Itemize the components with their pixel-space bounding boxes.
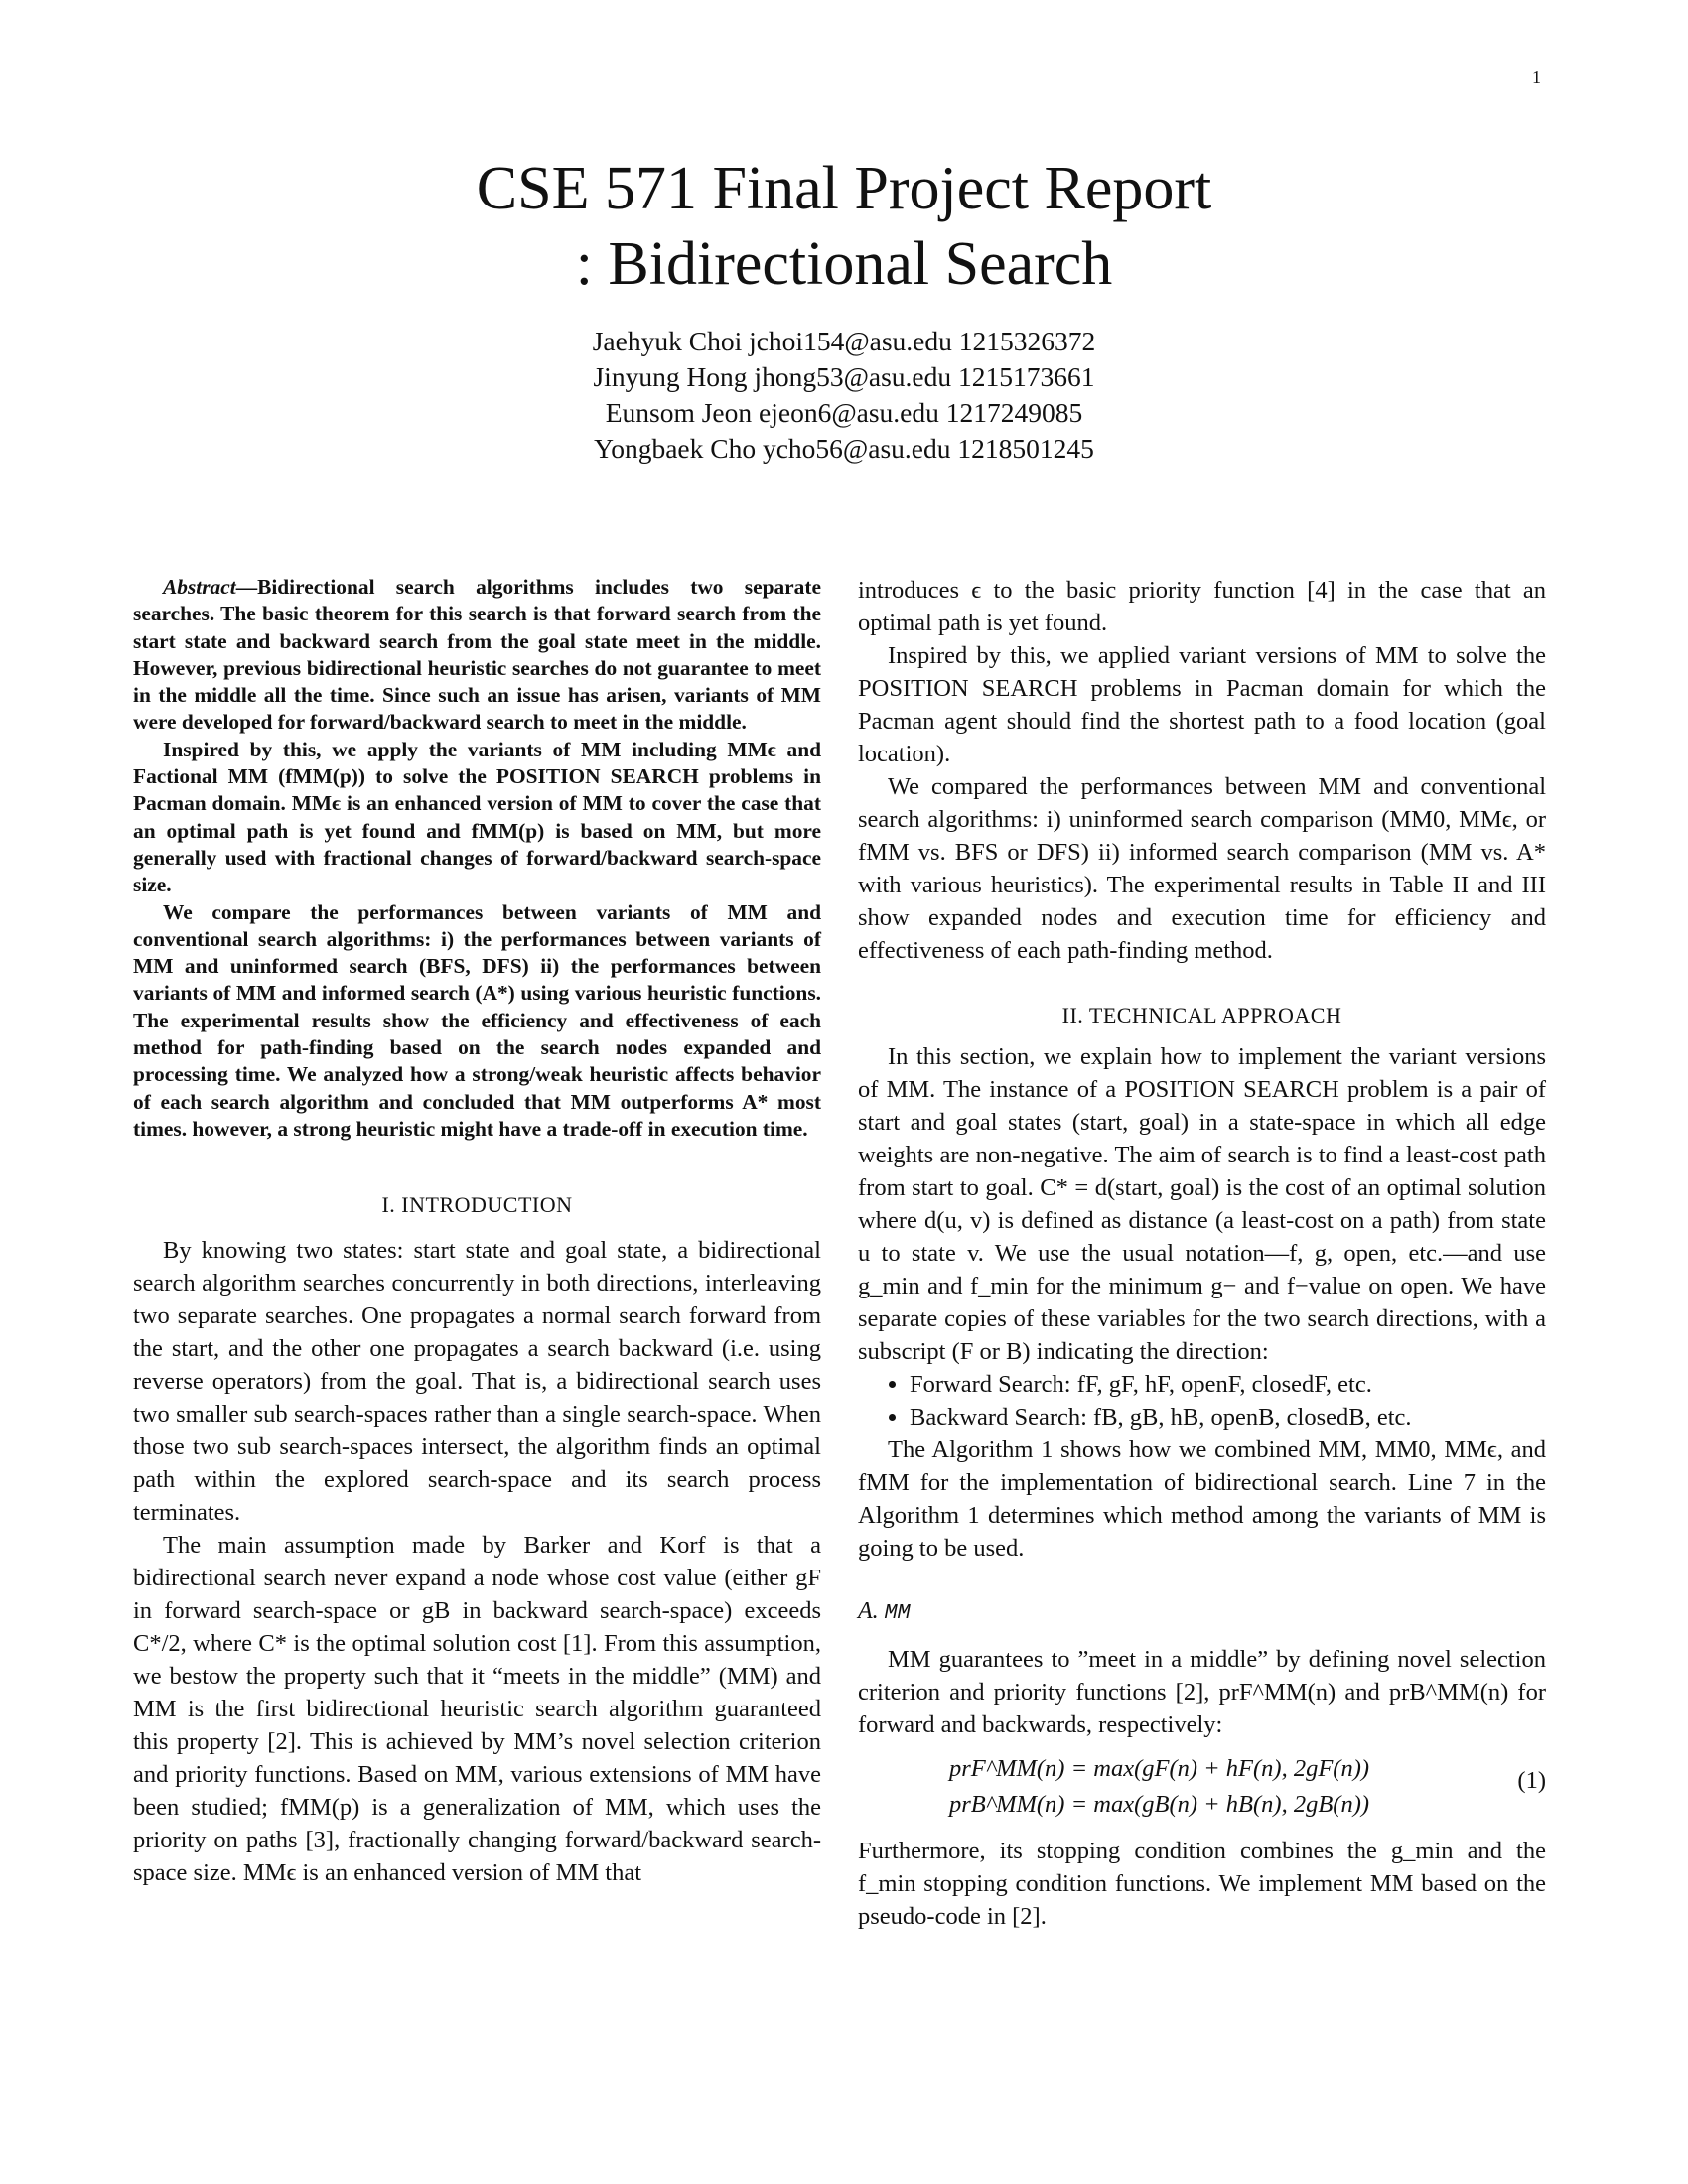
right-column [858, 574, 1546, 1933]
author-list [0, 324, 1688, 467]
abstract-paragraph-3: We compare the performances between variants of MM and conventional search algorithms: i) the performances between variants of MM and uninformed search (BFS, DFS) ii) the performances between variants of MM and informed search (A*) using various heuristic functions. The experimental results show the efficiency and effectiveness of each method for path-finding based on the search nodes expanded and processing time. We analyzed how a strong/weak heuristic affects behavior of each search algorithm and concluded that MM outperforms A* most times. however, a strong heuristic might have a trade-off in execution time. [133, 899, 821, 1141]
author-1: Jaehyuk Choi jchoi154@asu.edu 1215326372 [592, 326, 1096, 356]
intro-paragraph-3: introduces ϵ to the basic priority function [4] in the case that an optimal path is yet found. [858, 577, 1546, 636]
technical-approach-body [858, 1040, 1546, 1368]
mm-body [858, 1643, 1546, 1741]
title-line-2: : Bidirectional Search [575, 230, 1113, 298]
title-line-1: CSE 571 Final Project Report [476, 155, 1212, 222]
intro-paragraph-5: We compared the performances between MM and conventional search algorithms: i) uninformed search comparison (MM0, MMϵ, or fMM vs. BFS or DFS) ii) informed search comparison (MM vs. A* with various heuristics). The experimental results in Table II and III show expanded nodes and execution time for efficiency and effectiveness of each path-finding method. [858, 773, 1546, 964]
list-item: • Backward Search: fB, gB, hB, openB, closedB, etc. [910, 1401, 1546, 1433]
author-3: Eunsom Jeon ejeon6@asu.edu 1217249085 [605, 397, 1083, 428]
abstract-label: Abstract [163, 575, 236, 599]
section-heading-introduction: I. INTRODUCTION [381, 1192, 573, 1218]
equation-number: (1) [1517, 1767, 1546, 1794]
subsection-label: A. [858, 1598, 879, 1624]
abstract-paragraph-2: Inspired by this, we apply the variants of MM including MMϵ and Factional MM (fMM(p)) to solve the POSITION SEARCH problems in Pacman domain. MMϵ is an enhanced version of MM to cover the case that an optimal path is yet found and fMM(p) is based on MM, but more generally used with fractional changes of forward/backward search-space size. [133, 737, 821, 897]
introduction-body [133, 1234, 821, 1889]
subsection-heading-mm [858, 1598, 1546, 1625]
list-item: • Forward Search: fF, gF, hF, openF, closedF, etc. [910, 1368, 1546, 1401]
subsection-title: MM [884, 1601, 911, 1625]
equation-1 [858, 1747, 1546, 1829]
abstract-text-1: —Bidirectional search algorithms includes two separate searches. The basic theorem for this search is that forward search from the start state and backward search from the goal state meet in the middle. However, previous bidirectional heuristic searches do not guarantee to meet in the middle all the time. Since such an issue has arisen, variants of MM were developed for forward/backward search to meet in the middle. [133, 575, 821, 735]
equation-line-backward: prB^MM(n) = max(gB(n) + hB(n), 2gB(n)) [949, 1791, 1370, 1818]
mm-paragraph-1: MM guarantees to ”meet in a middle” by defining novel selection criterion and priority functions [2], prF^MM(n) and prB^MM(n) for forward and backwards, respectively: [858, 1646, 1546, 1738]
mm-body-2 [858, 1835, 1546, 1933]
tech-paragraph-1: In this section, we explain how to implement the variant versions of MM. The instance of a POSITION SEARCH problem is a pair of start and goal states (start, goal) in a state-space in which all edge weights are non-negative. The aim of search is to find a least-cost path from start to goal. C* = d(start, goal) is the cost of an optimal solution where d(u, v) is defined as distance (a least-cost on a path) from state u to state v. We use the usual notation—f, g, open, etc.—and use g_min and f_min for the minimum g− and f−value on open. We have separate copies of these variables for the two search directions, with a subscript (F or B) indicating the direction: [858, 1043, 1546, 1365]
section-heading-technical-approach: II. TECHNICAL APPROACH [1061, 1003, 1342, 1027]
intro-paragraph-1: By knowing two states: start state and goal state, a bidirectional search algorithm searches concurrently in both directions, interleaving two separate searches. One propagates a normal search forward from the start, and the other one propagates a search backward (i.e. using reverse operators) from the goal. That is, a bidirectional search uses two smaller sub search-spaces rather than a single search-space. When those two sub search-spaces intersect, the algorithm finds an optimal path within the explored search-space and its search process terminates. [133, 1237, 821, 1527]
page-number: 1 [1532, 68, 1541, 87]
abstract [133, 574, 821, 1143]
equation-line-forward: prF^MM(n) = max(gF(n) + hF(n), 2gF(n)) [949, 1755, 1370, 1782]
tech-paragraph-2: The Algorithm 1 shows how we combined MM, MM0, MMϵ, and fMM for the implementation of bidirectional search. Line 7 in the Algorithm 1 determines which method among the variants of MM is going to be used. [858, 1436, 1546, 1562]
author-4: Yongbaek Cho ycho56@asu.edu 1218501245 [594, 433, 1094, 464]
abstract-paragraph-1 [133, 574, 821, 737]
paper-title [0, 151, 1688, 302]
mm-paragraph-2: Furthermore, its stopping condition combines the g_min and the f_min stopping condition functions. We implement MM based on the pseudo-code in [2]. [858, 1838, 1546, 1930]
equation-lines [949, 1751, 1369, 1823]
intro-paragraph-4: Inspired by this, we applied variant versions of MM to solve the POSITION SEARCH problems in Pacman domain for which the Pacman agent should find the shortest path to a food location (goal location). [858, 642, 1546, 767]
author-2: Jinyung Hong jhong53@asu.edu 1215173661 [593, 361, 1095, 392]
search-direction-list [858, 1368, 1546, 1433]
intro-paragraph-2: The main assumption made by Barker and Korf is that a bidirectional search never expand a node whose cost value (either gF in forward search-space or gB in backward search-space) exceeds C*/2, where C* is the optimal solution cost [1]. From this assumption, we bestow the property such that it “meets in the middle” (MM) and MM is the first bidirectional heuristic search algorithm guaranteed this property [2]. This is achieved by MM’s novel selection criterion and priority functions. Based on MM, various extensions of MM have been studied; fMM(p) is a generalization of MM, which uses the priority on paths [3], fractionally changing forward/backward search-space size. MMϵ is an enhanced version of MM that [133, 1532, 821, 1887]
technical-approach-body-2 [858, 1433, 1546, 1565]
left-column [133, 574, 821, 1889]
introduction-continued [858, 574, 1546, 967]
